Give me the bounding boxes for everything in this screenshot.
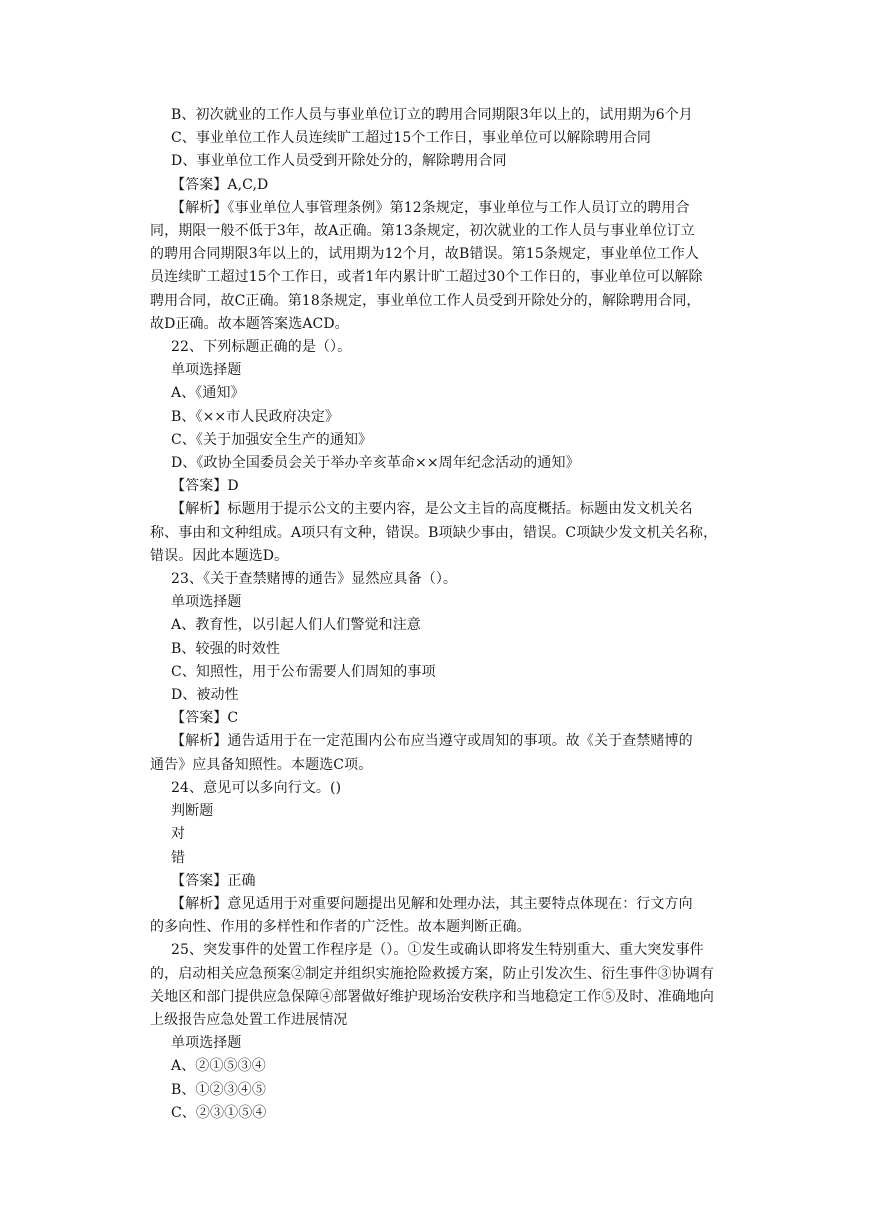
text-line: 同，期限一般不低于3年，故A正确。第13条规定，初次就业的工作人员与事业单位订立 (150, 223, 695, 240)
text-line: 通告》应具备知照性。本题选C项。 (150, 756, 373, 773)
text-line: 22、下列标题正确的是（）。 (171, 339, 352, 356)
text-line: 单项选择题 (171, 362, 242, 379)
text-line: 单项选择题 (171, 594, 242, 611)
text-line: 故D正确。故本题答案选ACD。 (150, 315, 349, 332)
text-line: 上级报告应急处置工作进展情况 (150, 1011, 348, 1028)
text-line: 的，启动相关应急预案②制定并组织实施抢险救援方案，防止引发次生、衍生事件③协调有 (150, 965, 714, 982)
text-line: 25、突发事件的处置工作程序是（）。①发生或确认即将发生特别重大、重大突发事件 (171, 942, 704, 959)
text-line: 【答案】D (171, 478, 239, 495)
text-line: 【解析】标题用于提示公文的主要内容，是公文主旨的高度概括。标题由发文机关名 (171, 501, 693, 518)
text-line: 对 (171, 826, 186, 843)
document-body (150, 104, 740, 1125)
text-line: 【解析】《事业单位人事管理条例》第12条规定，事业单位与工作人员订立的聘用合 (171, 199, 690, 216)
text-line: 错误。因此本题选D。 (150, 547, 289, 564)
text-line: D、事业单位工作人员受到开除处分的，解除聘用合同 (171, 153, 507, 170)
text-line: A、《通知》 (171, 385, 245, 402)
text-line: B、①②③④⑤ (171, 1081, 266, 1098)
text-line: 错 (171, 849, 186, 866)
text-line: 【答案】正确 (171, 872, 256, 889)
text-line: 24、意见可以多向行文。() (171, 779, 342, 796)
text-line: 判断题 (171, 803, 214, 820)
text-line: 【解析】通告适用于在一定范围内公布应当遵守或周知的事项。故《关于查禁赌博的 (171, 733, 693, 750)
text-line: 称、事由和文种组成。A项只有文种，错误。B项缺少事由，错误。C项缺少发文机关名称， (150, 524, 718, 541)
text-line: 单项选择题 (171, 1035, 242, 1052)
text-line: C、《关于加强安全生产的通知》 (171, 431, 373, 448)
text-line: 的聘用合同期限3年以上的，试用期为12个月，故B错误。第15条规定，事业单位工作人 (150, 246, 699, 263)
text-line: 关地区和部门提供应急保障④部署做好维护现场治安秩序和当地稳定工作⑤及时、准确地向 (150, 988, 714, 1005)
text-line: C、②③①⑤④ (171, 1104, 267, 1121)
text-line: C、事业单位工作人员连续旷工超过15个工作日，事业单位可以解除聘用合同 (171, 130, 652, 147)
text-line: A、教育性，以引起人们人们警觉和注意 (171, 617, 421, 634)
text-line: 的多向性、作用的多样性和作者的广泛性。故本题判断正确。 (150, 919, 531, 936)
text-line: 聘用合同，故C正确。第18条规定，事业单位工作人员受到开除处分的，解除聘用合同， (150, 292, 701, 309)
text-line: 员连续旷工超过15个工作日，或者1年内累计旷工超过30个工作日的，事业单位可以解除 (150, 269, 703, 286)
text-line: 【答案】C (171, 710, 239, 727)
text-line: D、被动性 (171, 687, 239, 704)
text-line: A、②①⑤③④ (171, 1058, 266, 1075)
text-line: B、《××市人民政府决定》 (171, 408, 340, 425)
text-line: C、知照性，用于公布需要人们周知的事项 (171, 663, 436, 680)
text-line: D、《政协全国委员会关于举办辛亥革命××周年纪念活动的通知》 (171, 455, 580, 472)
text-line: 23、《关于查禁赌博的通告》显然应具备（）。 (171, 571, 458, 588)
text-line: 【答案】A,C,D (171, 176, 269, 193)
text-line: B、初次就业的工作人员与事业单位订立的聘用合同期限3年以上的，试用期为6个月 (171, 107, 693, 123)
text-line: 【解析】意见适用于对重要问题提出见解和处理办法，其主要特点体现在：行文方向 (171, 895, 693, 912)
text-line: B、较强的时效性 (171, 640, 281, 657)
